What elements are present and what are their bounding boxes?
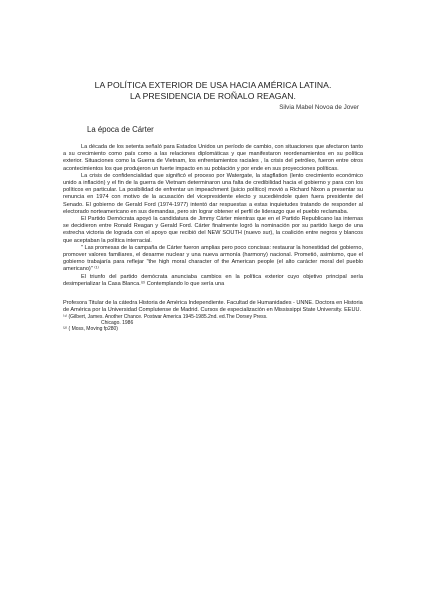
- author-name: Silvia Mabel Novoa de Jover: [279, 104, 359, 111]
- paragraph: El triunfo del partido demócrata anunciaba cambios en la política exterior cuyo objetivo principal sería desimperializar la Casa Blanca.⁽²⁾ Contemplando lo que sería una: [63, 273, 363, 287]
- paragraph: " Las promesas de la campaña de Cárter fueron amplias pero poco concisas: restaurar la honestidad del gobierno, promover valores familiares, el desarme nuclear y una nueva armonía (harmony) nacional. Prometió, asimismo, que el gobierno trabajaría para reflejar "the high moral character of the American people (el alto carácter moral del pueblo americano)" ⁽¹⁾: [63, 244, 363, 273]
- footnotes: [63, 300, 363, 332]
- author-bio-footnote: Profesora Titular de la cátedra Historia de América Independiente. Facultad de Humanidades - UNNE. Doctora en Historia de América por la Universidad Complutense de Madrid. Cursos de especialización en Mississippi State University. EEUU.: [63, 300, 363, 313]
- article-title: [63, 80, 363, 101]
- paragraph: La década de los setenta señaló para Estados Unidos un período de cambio, con situaciones que afectaron tanto a su crecimiento como país como a las relaciones diplomáticas y que manifestaron reordenamientos en su política exterior. Situaciones como la Guerra de Vietnam, los enfrentamientos raciales , la crisis del petróleo, fueron entre otros acontecimientos los que produjeron un fuerte impacto en su población y por ende en sus proyecciones políticas.: [63, 144, 363, 172]
- section-heading: La época de Cárter: [87, 125, 154, 134]
- title-line-1: LA POLÍTICA EXTERIOR DE USA HACIA AMÉRICA LATINA.: [94, 80, 332, 90]
- footnote-1-line-2: Chicago. 1986: [101, 319, 134, 326]
- footnote-2: ⁽²⁾ ( Moss, Moving fp280): [63, 326, 118, 333]
- footnote-1-line-1: ⁽¹⁾ (Gilbert, James. Another Chance. Postwar America 1945-1985.2nd. ed.The Dorsey Press.: [63, 313, 268, 320]
- paragraph: El Partido Demócrata apoyó la candidatura de Jimmy Cárter mientras que en el Partido Republicano las internas se decidieron entre Ronald Reagan y Gerald Ford. Cárter finalmente logró la nominación por su partido luego de una estrecha victoria de lograda con el apoyo que recibió del NEW SOUTH (nuevo sur), la coalición entre negros y blancos que aceptaban la política interracial.: [63, 216, 363, 244]
- body-text: [63, 144, 363, 288]
- paragraph: La crisis de confidencialidad que significó el proceso por Watergate, la stagflation (lento crecimiento económico unido a inflación) y el fin de la guerra de Vietnam determinaron una falta de credibilidad hacia el gobierno y para con los políticos en particular. La posibilidad de enfrentar un impeachment (juicio político) movió a Richard Nixon a presentar su renuncia en 1974 con motivo de la acusación del vicepresidente electo y sucediéndole quien fuera presidente del Senado. El gobierno de Gerald Ford (1974-1977) intentó dar respuestas a estas inquietudes tratando de responder al electorado norteamericano en sus demandas, pero sin lograr obtener el perfil de liderazgo que el pueblo reclamaba.: [63, 172, 363, 215]
- title-line-2: LA PRESIDENCIA DE ROÑALO REAGAN.: [130, 90, 296, 101]
